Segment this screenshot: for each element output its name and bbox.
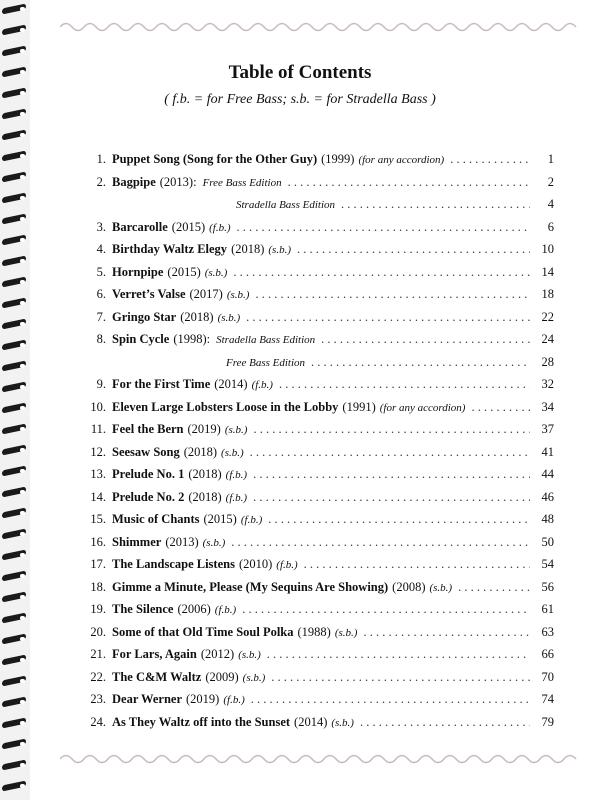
- toc-entry: [80, 171, 554, 194]
- spiral-coil: [2, 109, 26, 120]
- spiral-coil: [2, 487, 26, 498]
- entry-page-number: 61: [541, 602, 554, 616]
- entry-page-number: 66: [541, 647, 554, 661]
- toc-entry: [80, 688, 554, 711]
- spiral-coil: [2, 445, 26, 456]
- toc-entry: [80, 261, 554, 284]
- toc-entry: [80, 576, 554, 599]
- entry-number: 10.: [90, 399, 106, 414]
- entry-year: (1999): [321, 152, 355, 166]
- entry-year: (2012): [200, 647, 235, 661]
- entry-page-number: 70: [541, 669, 554, 684]
- entry-page-number: 56: [541, 579, 554, 594]
- spiral-coil: [2, 25, 26, 36]
- dot-leader: [288, 171, 530, 193]
- spiral-coil: [2, 529, 26, 540]
- dot-leader: [471, 396, 530, 418]
- entry-bass-note: (f.b.): [225, 491, 248, 504]
- dot-leader: [458, 576, 530, 598]
- entry-page-number: 14: [541, 264, 554, 279]
- entry-page-number: 46: [541, 489, 554, 504]
- dot-leader: [341, 193, 530, 215]
- entry-title: Gimme a Minute, Please (My Sequins Are Showing): [112, 579, 389, 594]
- spiral-coil: [2, 319, 26, 330]
- entry-year: (2014): [294, 714, 328, 729]
- entry-bass-note: (s.b.): [221, 446, 244, 459]
- entry-bass-note: (f.b.): [209, 221, 231, 234]
- entry-year: (1988): [297, 624, 331, 639]
- dot-leader: [253, 463, 530, 485]
- entry-title: For the First Time: [112, 377, 211, 391]
- entry-page-number: 10: [541, 242, 554, 256]
- entry-bass-note: (f.b.): [276, 559, 298, 571]
- spiral-coil: [2, 256, 26, 267]
- entry-title: Gringo Star: [112, 309, 177, 324]
- entry-title: Dear Werner: [112, 692, 183, 706]
- dot-leader: [250, 441, 530, 463]
- entry-bass-note: (for any accordion): [358, 154, 445, 166]
- dot-leader: [321, 328, 530, 350]
- entry-year: (1998):: [173, 332, 211, 346]
- entry-page-number: 24: [541, 332, 554, 346]
- entry-title: Feel the Bern: [112, 422, 184, 436]
- entry-year: (2014): [214, 377, 248, 391]
- entry-year: (2015): [203, 512, 237, 526]
- entry-year: (2018): [180, 309, 214, 324]
- spiral-coil: [2, 4, 26, 15]
- entry-title: Spin Cycle: [112, 332, 170, 346]
- entry-title: The Landscape Listens: [112, 557, 235, 571]
- entry-number: 11.: [90, 422, 106, 436]
- entry-page-number: 48: [541, 512, 554, 526]
- spiral-coil: [2, 760, 26, 771]
- entry-title: Verret’s Valse: [112, 287, 186, 301]
- dot-leader: [267, 643, 530, 665]
- entry-number: 15.: [90, 512, 106, 526]
- entry-edition: Free Bass Edition: [226, 356, 306, 369]
- entry-number: 9.: [96, 377, 106, 391]
- entry-year: (2008): [392, 579, 426, 594]
- dot-leader: [253, 418, 530, 440]
- toc-entry: [80, 148, 554, 171]
- entry-page-number: 34: [541, 399, 554, 414]
- entry-year: (2015): [171, 219, 206, 234]
- entry-year: (2018): [183, 444, 218, 459]
- entry-title: As They Waltz off into the Sunset: [112, 714, 291, 729]
- toc-entry: [80, 328, 554, 351]
- entry-bass-note: (s.b.): [242, 671, 266, 684]
- entry-number: 5.: [96, 264, 106, 279]
- dot-leader: [251, 688, 530, 710]
- spiral-coil: [2, 340, 26, 351]
- dot-leader: [237, 216, 531, 238]
- entry-year: (2019): [186, 692, 220, 706]
- entry-year: (2010): [238, 557, 273, 571]
- entry-title: Some of that Old Time Soul Polka: [112, 624, 294, 639]
- entry-bass-note: (s.b.): [334, 626, 358, 639]
- spiral-coil: [2, 403, 26, 414]
- entry-year: (2017): [189, 287, 223, 301]
- toc-entry: [80, 486, 554, 509]
- entry-number: 6.: [96, 287, 106, 301]
- entry-number: 17.: [90, 557, 106, 571]
- page-title: Table of Contents: [228, 62, 372, 83]
- dot-leader: [242, 598, 530, 620]
- spiral-coil: [2, 172, 26, 183]
- entry-bass-note: (s.b.): [202, 536, 226, 549]
- dot-leader: [311, 351, 530, 373]
- toc-entry: [80, 306, 554, 329]
- entry-bass-note: (s.b.): [217, 311, 241, 324]
- entry-title: The C&M Waltz: [112, 669, 202, 684]
- spiral-coil: [2, 571, 26, 582]
- toc-entry: [80, 396, 554, 419]
- entry-number: 20.: [90, 624, 106, 639]
- spiral-coil: [2, 151, 26, 162]
- spiral-binding: [0, 0, 30, 800]
- entry-number: 3.: [96, 219, 106, 234]
- spiral-coil: [2, 46, 26, 57]
- spiral-coil: [2, 781, 26, 792]
- entry-number: 12.: [90, 444, 106, 459]
- toc-entry: [80, 418, 554, 441]
- toc-entry: [80, 598, 554, 621]
- entry-bass-note: (s.b.): [204, 266, 228, 279]
- entry-title: Birthday Waltz Elegy: [112, 242, 228, 256]
- spiral-coil: [2, 697, 26, 708]
- entry-page-number: 2: [547, 174, 554, 189]
- entry-year: (2018): [188, 489, 222, 504]
- entry-page-number: 54: [541, 557, 554, 571]
- entry-page-number: 41: [541, 444, 554, 459]
- entry-number: 13.: [90, 467, 106, 481]
- entry-title: Puppet Song (Song for the Other Guy): [112, 152, 318, 166]
- entry-title: Shimmer: [112, 534, 162, 549]
- entry-number: 23.: [90, 692, 106, 706]
- legend-subtitle: ( f.b. = for Free Bass; s.b. = for Stradella Bass ): [164, 92, 436, 107]
- toc-entry: [80, 666, 554, 689]
- entry-page-number: 44: [541, 467, 554, 481]
- entry-edition: Stradella Bass Edition: [236, 199, 335, 211]
- entry-number: 21.: [90, 647, 106, 661]
- entry-year: (2013): [165, 534, 199, 549]
- entry-title: The Silence: [112, 602, 174, 616]
- entry-title: Bagpipe: [112, 174, 156, 189]
- entry-number: 16.: [90, 534, 106, 549]
- toc-entry: [80, 711, 554, 734]
- dot-leader: [233, 261, 530, 283]
- entry-number: 24.: [90, 714, 106, 729]
- entry-bass-note: (s.b.): [268, 244, 291, 256]
- toc-entry: [80, 351, 554, 374]
- dot-leader: [297, 238, 530, 260]
- entry-number: 18.: [90, 579, 106, 594]
- entry-page-number: 79: [541, 714, 554, 729]
- entry-title: Hornpipe: [112, 264, 164, 279]
- entry-page-number: 63: [541, 624, 554, 639]
- spiral-coil: [2, 277, 26, 288]
- spiral-coil: [2, 193, 26, 204]
- dot-leader: [255, 283, 530, 305]
- toc-entry: [80, 238, 554, 261]
- entry-number: 7.: [96, 309, 106, 324]
- toc-entry: [80, 531, 554, 554]
- spiral-coil: [2, 655, 26, 666]
- dot-leader: [304, 553, 530, 575]
- entry-year: (2015): [167, 264, 201, 279]
- entry-year: (2013):: [159, 174, 197, 189]
- dot-leader: [246, 306, 530, 328]
- dot-leader: [363, 621, 530, 643]
- toc-entry: [80, 216, 554, 239]
- toc-entry: [80, 193, 554, 216]
- toc-entry: [80, 283, 554, 306]
- entry-edition: Free Bass Edition: [202, 176, 282, 189]
- toc-entry: [80, 463, 554, 486]
- toc-entry: [80, 441, 554, 464]
- bottom-decorative-border: [60, 752, 580, 766]
- entry-bass-note: (for any accordion): [379, 401, 466, 414]
- spiral-coil: [2, 508, 26, 519]
- entry-page-number: 4: [547, 197, 554, 211]
- entry-number: 19.: [90, 602, 106, 616]
- spiral-coil: [2, 718, 26, 729]
- spiral-coil: [2, 466, 26, 477]
- entry-number: 22.: [90, 669, 106, 684]
- entry-number: 2.: [96, 174, 106, 189]
- toc-entry: [80, 621, 554, 644]
- entry-year: (2009): [205, 669, 239, 684]
- entry-title: Prelude No. 2: [112, 489, 185, 504]
- dot-leader: [253, 486, 530, 508]
- dot-leader: [231, 531, 530, 553]
- entry-bass-note: (s.b.): [224, 424, 248, 436]
- entry-year: (1991): [342, 399, 376, 414]
- entry-page-number: 18: [541, 287, 554, 301]
- toc-entry: [80, 373, 554, 396]
- entry-bass-note: (f.b.): [223, 694, 245, 706]
- entry-title: Music of Chants: [112, 512, 200, 526]
- entry-page-number: 74: [541, 692, 554, 706]
- entry-edition: Stradella Bass Edition: [216, 334, 316, 346]
- entry-page-number: 50: [541, 534, 554, 549]
- entry-year: (2018): [231, 242, 265, 256]
- entry-page-number: 1: [547, 152, 554, 166]
- entry-title: Barcarolle: [112, 219, 168, 234]
- entry-title: Prelude No. 1: [112, 467, 185, 481]
- entry-year: (2018): [188, 467, 222, 481]
- entry-bass-note: (s.b.): [226, 289, 250, 301]
- entry-page-number: 22: [541, 309, 554, 324]
- toc-entry: [80, 508, 554, 531]
- spiral-coil: [2, 739, 26, 750]
- toc-entry: [80, 553, 554, 576]
- spiral-coil: [2, 592, 26, 603]
- entry-page-number: 32: [541, 377, 554, 391]
- entry-number: 8.: [96, 332, 106, 346]
- spiral-coil: [2, 361, 26, 372]
- entry-bass-note: (f.b.): [214, 604, 237, 616]
- entry-bass-note: (f.b.): [251, 379, 273, 391]
- entry-page-number: 6: [547, 219, 554, 234]
- entry-title: For Lars, Again: [112, 647, 197, 661]
- spiral-coil: [2, 298, 26, 309]
- dot-leader: [279, 373, 530, 395]
- entry-title: Seesaw Song: [112, 444, 180, 459]
- spiral-coil: [2, 613, 26, 624]
- entry-page-number: 28: [541, 354, 554, 369]
- spiral-coil: [2, 634, 26, 645]
- top-decorative-border: [60, 20, 580, 34]
- dot-leader: [268, 508, 530, 530]
- entry-bass-note: (f.b.): [240, 514, 263, 526]
- dot-leader: [271, 666, 530, 688]
- dot-leader: [360, 711, 530, 733]
- entry-bass-note: (s.b.): [429, 581, 453, 594]
- spiral-coil: [2, 235, 26, 246]
- table-of-contents: [80, 148, 554, 733]
- spiral-coil: [2, 550, 26, 561]
- entry-number: 1.: [96, 152, 106, 166]
- entry-year: (2019): [187, 422, 221, 436]
- spiral-coil: [2, 214, 26, 225]
- entry-number: 4.: [96, 242, 106, 256]
- entry-title: Eleven Large Lobsters Loose in the Lobby: [112, 399, 339, 414]
- spiral-coil: [2, 382, 26, 393]
- spiral-coil: [2, 130, 26, 141]
- entry-page-number: 37: [541, 422, 554, 436]
- entry-bass-note: (s.b.): [238, 649, 261, 661]
- spiral-coil: [2, 424, 26, 435]
- entry-bass-note: (s.b.): [331, 716, 354, 729]
- entry-number: 14.: [90, 489, 106, 504]
- dot-leader: [450, 148, 530, 170]
- toc-entry: [80, 643, 554, 666]
- spiral-coil: [2, 676, 26, 687]
- entry-bass-note: (f.b.): [225, 469, 248, 481]
- entry-year: (2006): [177, 602, 211, 616]
